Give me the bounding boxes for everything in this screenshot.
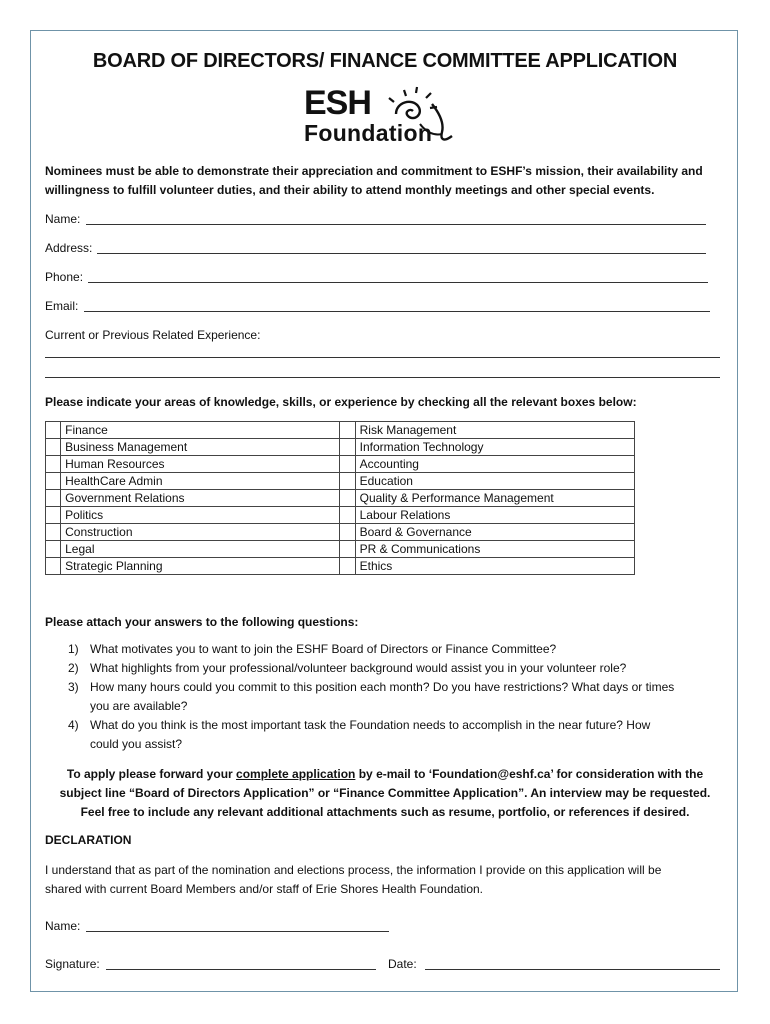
questions-list bbox=[45, 640, 725, 754]
skill-label: Quality & Performance Management bbox=[355, 490, 634, 507]
declaration-line-2: shared with current Board Members and/or staff of Erie Shores Health Foundation. bbox=[45, 882, 484, 896]
question-text: What do you think is the most important task the Foundation needs to accomplish in the near future? How bbox=[90, 718, 651, 732]
skills-row bbox=[46, 473, 635, 490]
skills-row bbox=[46, 490, 635, 507]
skill-checkbox[interactable] bbox=[340, 473, 355, 490]
skill-checkbox[interactable] bbox=[46, 422, 61, 439]
skill-checkbox[interactable] bbox=[46, 439, 61, 456]
question-text: How many hours could you commit to this position each month? Do you have restrictions? What days or times bbox=[90, 680, 675, 694]
skills-row bbox=[46, 558, 635, 575]
skills-row bbox=[46, 439, 635, 456]
intro-line-2: willingness to fulfill volunteer duties, and their ability to attend monthly meetings and other special events. bbox=[45, 183, 655, 197]
experience-label: Current or Previous Related Experience: bbox=[45, 328, 261, 342]
skill-label: Strategic Planning bbox=[61, 558, 340, 575]
page-title: BOARD OF DIRECTORS/ FINANCE COMMITTEE APPLICATION bbox=[92, 50, 678, 72]
address-field[interactable] bbox=[97, 253, 706, 254]
question-item bbox=[45, 640, 725, 659]
skill-checkbox[interactable] bbox=[46, 456, 61, 473]
questions-heading: Please attach your answers to the following questions: bbox=[45, 615, 359, 629]
question-text: What motivates you to want to join the ESHF Board of Directors or Finance Committee? bbox=[90, 642, 557, 656]
name-label: Name: bbox=[45, 212, 81, 226]
apply-text-post: by e-mail to ‘Foundation@eshf.ca’ for consideration with the bbox=[355, 767, 704, 781]
skill-label: Legal bbox=[61, 541, 340, 558]
signature-label: Signature: bbox=[45, 957, 100, 971]
skill-checkbox[interactable] bbox=[340, 541, 355, 558]
skill-label: Finance bbox=[61, 422, 340, 439]
skill-label: Accounting bbox=[355, 456, 634, 473]
skills-row bbox=[46, 507, 635, 524]
skill-label: Business Management bbox=[61, 439, 340, 456]
skill-checkbox[interactable] bbox=[340, 558, 355, 575]
skill-checkbox[interactable] bbox=[340, 439, 355, 456]
phone-label: Phone: bbox=[45, 270, 84, 284]
date-label: Date: bbox=[388, 957, 417, 971]
skill-label: Government Relations bbox=[61, 490, 340, 507]
date-field[interactable] bbox=[425, 969, 720, 970]
intro-line-1: Nominees must be able to demonstrate their appreciation and commitment to ESHF’s mission, their availability and bbox=[45, 164, 703, 178]
skill-label: Risk Management bbox=[355, 422, 634, 439]
skills-heading: Please indicate your areas of knowledge, skills, or experience by checking all the relevant boxes below: bbox=[45, 395, 637, 409]
skill-checkbox[interactable] bbox=[46, 473, 61, 490]
skill-checkbox[interactable] bbox=[340, 456, 355, 473]
skill-label: Human Resources bbox=[61, 456, 340, 473]
skill-label: Labour Relations bbox=[355, 507, 634, 524]
skill-label: PR & Communications bbox=[355, 541, 634, 558]
experience-field-line-2[interactable] bbox=[45, 377, 720, 378]
skill-checkbox[interactable] bbox=[46, 524, 61, 541]
skill-label: Ethics bbox=[355, 558, 634, 575]
skills-row bbox=[46, 456, 635, 473]
skills-row bbox=[46, 524, 635, 541]
declaration-line-1: I understand that as part of the nomination and elections process, the information I provide on this application will be bbox=[45, 863, 662, 877]
question-item bbox=[45, 659, 725, 678]
question-number: 4) bbox=[68, 718, 79, 732]
skill-checkbox[interactable] bbox=[46, 507, 61, 524]
skill-label: Construction bbox=[61, 524, 340, 541]
skill-label: Information Technology bbox=[355, 439, 634, 456]
skill-checkbox[interactable] bbox=[46, 558, 61, 575]
apply-line-3: Feel free to include any relevant additional attachments such as resume, portfolio, or references if desired. bbox=[80, 805, 690, 819]
skills-table bbox=[45, 421, 635, 575]
skill-checkbox[interactable] bbox=[46, 490, 61, 507]
signature-field[interactable] bbox=[106, 969, 376, 970]
name-field[interactable] bbox=[86, 224, 706, 225]
apply-text-pre: To apply please forward your bbox=[66, 767, 237, 781]
address-label: Address: bbox=[45, 241, 93, 255]
skill-checkbox[interactable] bbox=[340, 490, 355, 507]
apply-line-2: subject line “Board of Directors Application” or “Finance Committee Application”. An interview may be requested. bbox=[59, 786, 711, 800]
apply-instructions bbox=[45, 765, 725, 822]
skill-label: Education bbox=[355, 473, 634, 490]
experience-field-line-1[interactable] bbox=[45, 357, 720, 358]
skill-checkbox[interactable] bbox=[340, 524, 355, 541]
skills-row bbox=[46, 422, 635, 439]
question-text: you are available? bbox=[90, 699, 188, 713]
question-text: What highlights from your professional/volunteer background would assist you in your volunteer role? bbox=[90, 661, 627, 675]
skill-checkbox[interactable] bbox=[340, 422, 355, 439]
signoff-name-label: Name: bbox=[45, 919, 81, 933]
skill-checkbox[interactable] bbox=[340, 507, 355, 524]
skill-label: HealthCare Admin bbox=[61, 473, 340, 490]
sun-swirl-icon bbox=[382, 84, 462, 144]
apply-line-1 bbox=[45, 765, 725, 784]
question-item bbox=[45, 678, 725, 716]
signoff-name-field[interactable] bbox=[86, 931, 389, 932]
question-number: 1) bbox=[68, 642, 79, 656]
skills-row bbox=[46, 541, 635, 558]
question-text: could you assist? bbox=[90, 737, 183, 751]
declaration-heading: DECLARATION bbox=[45, 833, 132, 847]
question-number: 3) bbox=[68, 680, 79, 694]
complete-application-link[interactable]: complete application bbox=[236, 767, 356, 781]
logo-text-esh: ESH bbox=[304, 84, 371, 122]
email-field[interactable] bbox=[84, 311, 710, 312]
skill-label: Board & Governance bbox=[355, 524, 634, 541]
skill-checkbox[interactable] bbox=[46, 541, 61, 558]
skill-label: Politics bbox=[61, 507, 340, 524]
phone-field[interactable] bbox=[88, 282, 708, 283]
email-label: Email: bbox=[45, 299, 79, 313]
esh-foundation-logo bbox=[300, 84, 470, 148]
logo-text-foundation: Foundation bbox=[304, 120, 433, 146]
question-item bbox=[45, 716, 725, 754]
question-number: 2) bbox=[68, 661, 79, 675]
